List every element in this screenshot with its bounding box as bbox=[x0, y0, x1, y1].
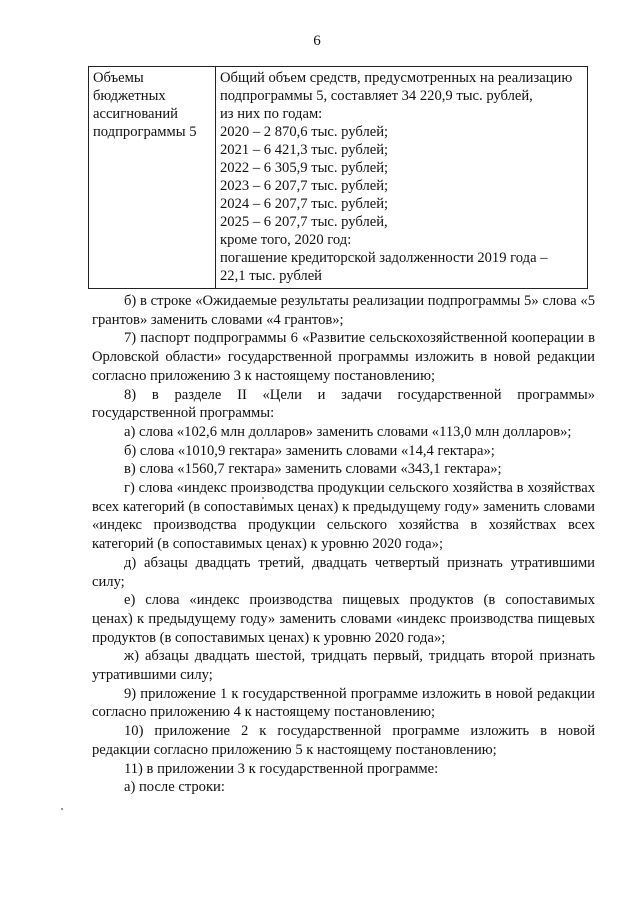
paragraph: д) абзацы двадцать третий, двадцать четвертый признать утратившими силу; bbox=[92, 554, 595, 590]
paragraph: 7) паспорт подпрограммы 6 «Развитие сельскохозяйственной кооперации в Орловской области» государственной программы изложить в новой редакции согласно приложению 3 к настоящему постановлению; bbox=[92, 330, 595, 384]
table-value-line: кроме того, 2020 год: bbox=[220, 232, 352, 248]
paragraph: 8) в разделе II «Цели и задачи государственной программы» государственной программы: bbox=[92, 386, 595, 422]
paragraph: б) в строке «Ожидаемые результаты реализации подпрограммы 5» слова «5 грантов» заменить словами «4 грантов»; bbox=[92, 293, 595, 328]
table-value-line: 2021 – 6 421,3 тыс. рублей; bbox=[220, 142, 389, 158]
amendments-text bbox=[92, 292, 595, 797]
paragraph: 11) в приложении 3 к государственной программе: bbox=[124, 760, 439, 777]
table-row bbox=[89, 67, 588, 289]
table-value-line: 2023 – 6 207,7 тыс. рублей; bbox=[220, 178, 389, 194]
paragraph: а) слова «102,6 млн долларов» заменить словами «113,0 млн долларов»; bbox=[124, 423, 572, 440]
page-number: 6 bbox=[313, 33, 321, 49]
paragraph: е) слова «индекс производства пищевых продуктов (в сопоставимых ценах) к предыдущему году» заменить словами «индекс производства пищевых продуктов (в сопоставимых ценах) к уровню 2020 года»; bbox=[92, 592, 595, 646]
table-value-cell bbox=[216, 67, 588, 289]
table-label-cell: Объемы бюджетных ассигнований подпрограммы 5 bbox=[89, 67, 216, 289]
paragraph: 10) приложение 2 к государственной программе изложить в новой редакции согласно приложению 5 к настоящему постановлению; bbox=[92, 723, 595, 758]
paragraph: 9) приложение 1 к государственной программе изложить в новой редакции согласно приложению 4 к настоящему постановлению; bbox=[92, 685, 595, 721]
table-value-line: 2022 – 6 305,9 тыс. рублей; bbox=[220, 160, 389, 176]
paragraph: в) слова «1560,7 гектара» заменить словами «343,1 гектара»; bbox=[124, 461, 502, 478]
paragraph: б) слова «1010,9 гектара» заменить словами «14,4 гектара»; bbox=[124, 442, 495, 459]
paragraph: г) слова «индекс производства продукции сельского хозяйства в хозяйствах всех категорий (в сопоставимых ценах) к предыдущему году» заменить словами «индекс производства продукции сельского хозяйства в хозяйствах всех категорий (в сопоставимых ценах) к уровню 2020 года»; bbox=[92, 480, 595, 553]
paragraph: ж) абзацы двадцать шестой, тридцать первый, тридцать второй признать утратившими силу; bbox=[92, 648, 595, 684]
table-value-line: из них по годам: bbox=[220, 106, 323, 122]
table-value-line: подпрограммы 5, составляет 34 220,9 тыс. рублей, bbox=[220, 88, 533, 104]
table-value-line: 22,1 тыс. рублей bbox=[220, 268, 322, 284]
paragraph: а) после строки: bbox=[124, 779, 225, 796]
table-value-line: 2024 – 6 207,7 тыс. рублей; bbox=[220, 196, 389, 212]
subprogram-passport-table bbox=[88, 66, 588, 289]
table-value-line: 2025 – 6 207,7 тыс. рублей, bbox=[220, 214, 388, 230]
table-value-line: Общий объем средств, предусмотренных на реализацию bbox=[220, 70, 573, 86]
scan-speck bbox=[61, 808, 63, 810]
table-value-line: 2020 – 2 870,6 тыс. рублей; bbox=[220, 124, 389, 140]
table-value-line: погашение кредиторской задолженности 2019 года – bbox=[220, 250, 548, 266]
scan-speck bbox=[262, 497, 264, 499]
